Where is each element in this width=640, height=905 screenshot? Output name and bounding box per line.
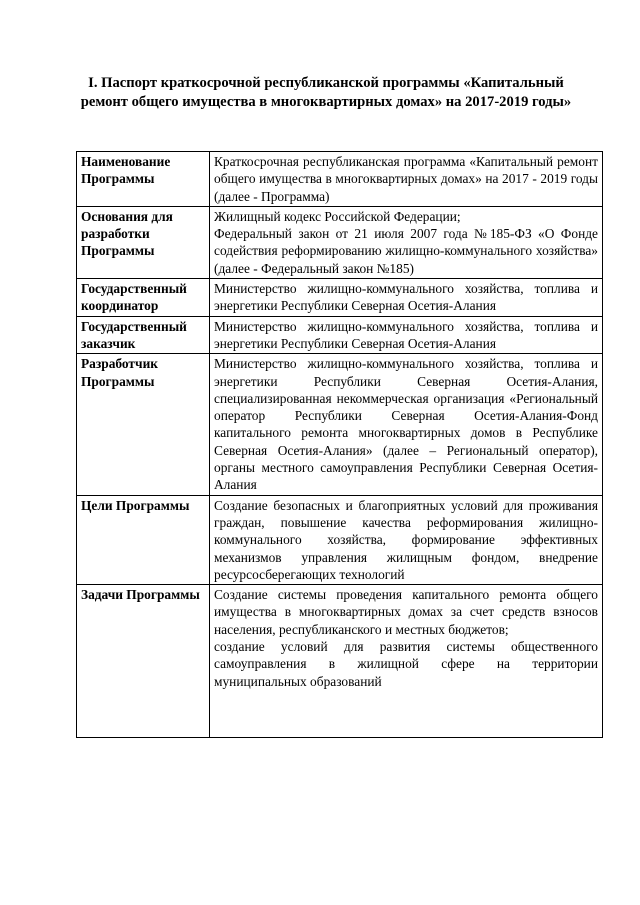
row-label: Основания для разработки Программы	[77, 206, 210, 278]
table-row	[77, 585, 603, 738]
table-row	[77, 152, 603, 207]
row-label: Государственный заказчик	[77, 316, 210, 354]
value-paragraph: Жилищный кодекс Российской Федерации;	[214, 208, 461, 224]
row-value	[210, 316, 603, 354]
row-value	[210, 585, 603, 738]
row-value	[210, 206, 603, 278]
value-paragraph: Создание системы проведения капитального ремонта общего имущества в многоквартирных домах за счет средств взносов населения, республиканского и местных бюджетов;	[214, 587, 598, 637]
row-value	[210, 354, 603, 495]
value-paragraph: Федеральный закон от 21 июля 2007 года №185-ФЗ «О Фонде содействия реформированию жилищно-коммунального хозяйства» (далее - Федеральный закон №185)	[214, 226, 598, 276]
program-passport-table	[76, 151, 603, 738]
value-paragraph: Министерство жилищно-коммунального хозяйства, топлива и энергетики Республики Северная Осетия-Алания	[214, 281, 598, 314]
row-label: Цели Программы	[77, 495, 210, 584]
table-row	[77, 354, 603, 495]
row-label: Государственный координатор	[77, 279, 210, 317]
row-value	[210, 152, 603, 207]
value-paragraph: создание условий для развития системы общественного самоуправления в жилищной сфере на территории муниципальных образований	[214, 639, 598, 689]
value-paragraph: Краткосрочная республиканская программа «Капитальный ремонт общего имущества в многоквартирных домах» на 2017 - 2019 годы (далее - Программа)	[214, 154, 598, 204]
table-row	[77, 316, 603, 354]
row-label: Разработчик Программы	[77, 354, 210, 495]
row-label: Наименование Программы	[77, 152, 210, 207]
row-value	[210, 279, 603, 317]
value-paragraph: Министерство жилищно-коммунального хозяйства, топлива и энергетики Республики Северная Осетия-Алания, специализированная некоммерческая организация «Региональный оператор Республики Северная Осетия-Алания-Фонд капитального ремонта многоквартирных домов в Республике Северная Осетия-Алания» (далее – Региональный оператор), органы местного самоуправления Республики Северная Осетия-Алания	[214, 356, 598, 493]
row-label: Задачи Программы	[77, 585, 210, 738]
document-title: I. Паспорт краткосрочной республиканской программы «Капитальный ремонт общего имущества в многоквартирных домах» на 2017-2019 годы»	[80, 75, 572, 110]
row-value	[210, 495, 603, 584]
value-paragraph: Создание безопасных и благоприятных условий для проживания граждан, повышение качества реформирования жилищно-коммунального хозяйства, формирование эффективных механизмов управления жилищным фондом, внедрение ресурсосберегающих технологий	[214, 497, 598, 582]
table-row	[77, 206, 603, 278]
table-row	[77, 279, 603, 317]
table-row	[77, 495, 603, 584]
value-paragraph: Министерство жилищно-коммунального хозяйства, топлива и энергетики Республики Северная Осетия-Алания	[214, 318, 598, 351]
